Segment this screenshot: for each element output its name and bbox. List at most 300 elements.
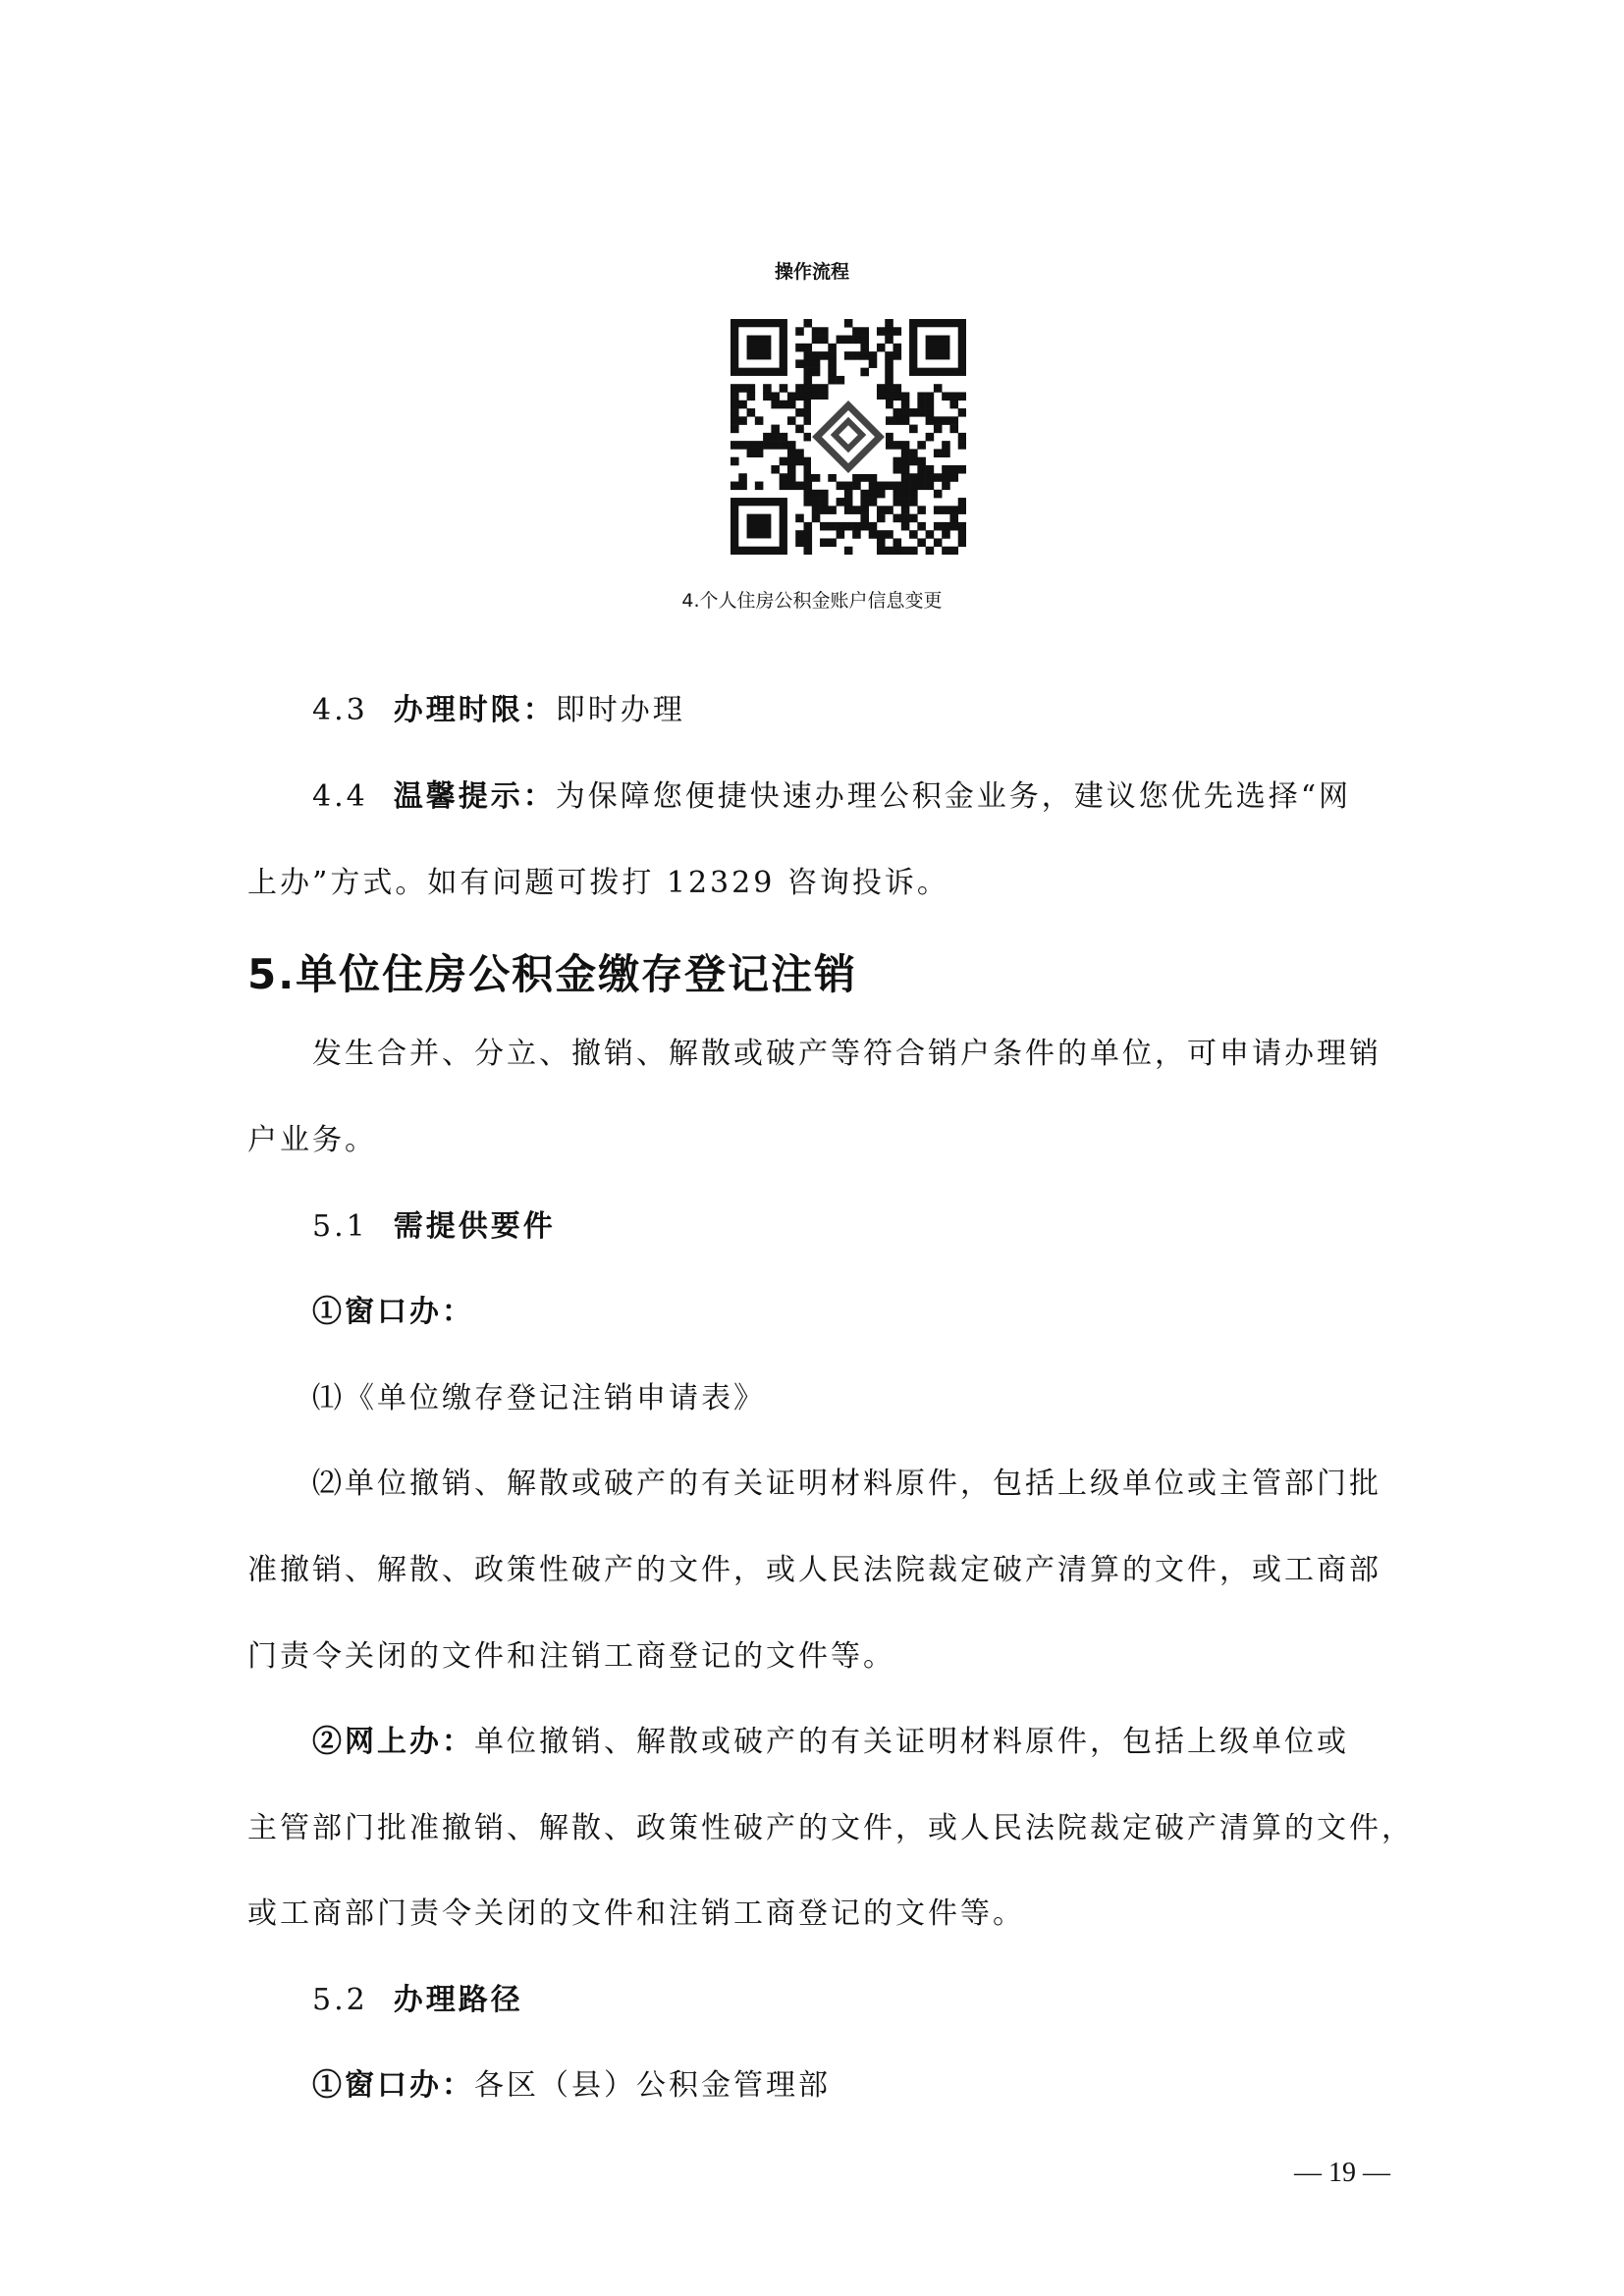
qr-module	[860, 327, 869, 336]
qr-module	[828, 351, 837, 360]
qr-module	[828, 359, 837, 368]
qr-module	[820, 522, 829, 531]
qr-module	[731, 408, 739, 417]
qr-module	[812, 392, 821, 400]
qr-module	[901, 400, 910, 409]
qr-module	[885, 547, 893, 555]
qr-module	[901, 392, 910, 400]
qr-module	[795, 392, 804, 400]
qr-module	[795, 449, 804, 457]
qr-module	[795, 344, 804, 352]
qr-module	[860, 490, 869, 499]
qr-module	[909, 498, 918, 507]
section-4-4-line2: 上办”方式。如有问题可拨打 12329 咨询投诉。	[247, 866, 949, 900]
qr-module	[844, 351, 853, 360]
qr-module	[852, 522, 861, 531]
qr-module	[820, 384, 829, 393]
qr-module	[877, 490, 886, 499]
qr-module	[787, 473, 796, 482]
qr-module	[837, 376, 845, 385]
qr-module	[885, 416, 893, 425]
qr-module	[755, 449, 764, 457]
qr-module	[787, 465, 796, 474]
qr-module	[893, 490, 902, 499]
qr-module	[844, 336, 853, 345]
qr-module	[803, 376, 812, 385]
qr-module	[958, 441, 966, 450]
qr-module	[877, 392, 886, 400]
qr-module	[949, 514, 958, 523]
qr-module	[885, 482, 893, 491]
qr-finder-inner	[747, 336, 772, 360]
qr-module	[901, 441, 910, 450]
qr-module	[795, 359, 804, 368]
qr-module	[837, 336, 845, 345]
qr-module	[844, 498, 853, 507]
qr-module	[958, 498, 966, 507]
qr-module	[837, 530, 845, 539]
qr-module	[958, 506, 966, 514]
section-4-4	[312, 775, 1351, 819]
qr-module	[820, 490, 829, 499]
qr-module	[926, 482, 935, 491]
qr-module	[893, 465, 902, 474]
qr-module	[828, 522, 837, 531]
qr-module	[917, 482, 926, 491]
list-item-1: ⑴《单位缴存登记注销申请表》	[312, 1381, 766, 1415]
qr-module	[901, 506, 910, 514]
qr-module	[844, 547, 853, 555]
qr-module	[909, 547, 918, 555]
qr-module	[877, 530, 886, 539]
section-5-intro-line1: 发生合并、分立、撤销、解散或破产等符合销户条件的单位，可申请办理销	[312, 1037, 1381, 1071]
qr-module	[795, 425, 804, 434]
qr-module	[852, 482, 861, 491]
qr-module	[755, 416, 764, 425]
qr-module	[747, 392, 756, 400]
qr-module	[885, 336, 893, 345]
qr-module	[860, 368, 869, 377]
qr-module	[877, 538, 886, 547]
qr-module	[942, 441, 950, 450]
list-item-2-line3: 门责令关闭的文件和注销工商登记的文件等。	[247, 1639, 895, 1674]
qr-module	[885, 384, 893, 393]
qr-module	[803, 547, 812, 555]
qr-module	[877, 344, 886, 352]
online-label: ②网上办：	[312, 1725, 474, 1759]
qr-module	[755, 482, 764, 491]
qr-module	[731, 400, 739, 409]
qr-module	[885, 441, 893, 450]
qr-module	[803, 351, 812, 360]
section-5-1	[312, 1205, 556, 1249]
qr-module	[837, 498, 845, 507]
qr-module	[787, 416, 796, 425]
section-5-heading: 5.单位住房公积金缴存登记注销	[247, 950, 858, 998]
qr-module	[885, 368, 893, 377]
qr-module	[926, 473, 935, 482]
qr-module	[869, 473, 878, 482]
qr-module	[949, 392, 958, 400]
qr-code-graphic	[731, 319, 966, 555]
qr-module	[787, 457, 796, 466]
section-label: 办理时限：	[393, 693, 556, 727]
qr-module	[958, 408, 966, 417]
qr-module	[795, 384, 804, 393]
qr-module	[755, 441, 764, 450]
qr-module	[942, 482, 950, 491]
qr-module	[942, 473, 950, 482]
qr-module	[893, 514, 902, 523]
section-label: 办理路径	[393, 1983, 523, 2017]
qr-module	[942, 530, 950, 539]
qr-module	[803, 368, 812, 377]
qr-module	[949, 547, 958, 555]
qr-module	[820, 392, 829, 400]
qr-module	[893, 416, 902, 425]
qr-module	[885, 359, 893, 368]
section-number: 4.4	[312, 779, 368, 814]
qr-module	[942, 416, 950, 425]
qr-module	[926, 408, 935, 417]
window-label: ①窗口办：	[312, 2068, 474, 2103]
qr-module	[926, 547, 935, 555]
qr-module	[780, 473, 788, 482]
qr-module	[893, 351, 902, 360]
qr-module	[901, 465, 910, 474]
qr-module	[877, 506, 886, 514]
qr-module	[958, 392, 966, 400]
qr-module	[901, 498, 910, 507]
qr-module	[934, 490, 943, 499]
qr-title: 操作流程	[774, 261, 849, 283]
qr-module	[787, 482, 796, 491]
qr-module	[780, 400, 788, 409]
qr-module	[803, 498, 812, 507]
qr-module	[795, 457, 804, 466]
qr-module	[909, 490, 918, 499]
qr-module	[893, 482, 902, 491]
qr-module	[942, 522, 950, 531]
qr-module	[869, 490, 878, 499]
qr-module	[787, 400, 796, 409]
qr-module	[780, 441, 788, 450]
qr-module	[844, 319, 853, 328]
qr-module	[901, 449, 910, 457]
window-text: 各区（县）公积金管理部	[474, 2068, 831, 2103]
qr-module	[747, 384, 756, 393]
qr-module	[771, 400, 780, 409]
qr-module	[795, 408, 804, 417]
online-paragraph-line3: 或工商部门责令关闭的文件和注销工商登记的文件等。	[247, 1896, 1025, 1931]
qr-module	[942, 506, 950, 514]
qr-module	[803, 465, 812, 474]
qr-module	[860, 336, 869, 345]
qr-module	[795, 327, 804, 336]
qr-module	[917, 408, 926, 417]
qr-module	[860, 514, 869, 523]
qr-module	[820, 327, 829, 336]
qr-module	[747, 408, 756, 417]
qr-module	[731, 425, 739, 434]
qr-module	[852, 506, 861, 514]
qr-module	[820, 498, 829, 507]
qr-module	[860, 506, 869, 514]
qr-module	[731, 416, 739, 425]
qr-module	[934, 473, 943, 482]
qr-module	[738, 416, 747, 425]
qr-module	[917, 506, 926, 514]
qr-module	[731, 392, 739, 400]
qr-module	[942, 392, 950, 400]
qr-module	[885, 327, 893, 336]
qr-module	[949, 473, 958, 482]
qr-module	[812, 327, 821, 336]
qr-module	[893, 498, 902, 507]
qr-module	[869, 482, 878, 491]
qr-module	[812, 384, 821, 393]
qr-module	[934, 416, 943, 425]
qr-module	[812, 359, 821, 368]
qr-module	[803, 530, 812, 539]
qr-module	[869, 498, 878, 507]
qr-caption: 4.个人住房公积金账户信息变更	[681, 590, 943, 612]
qr-module	[893, 538, 902, 547]
qr-module	[877, 384, 886, 393]
qr-module	[926, 530, 935, 539]
qr-module	[885, 351, 893, 360]
qr-module	[942, 465, 950, 474]
qr-module	[852, 327, 861, 336]
qr-module	[893, 408, 902, 417]
list-item-2-line2: 准撤销、解散、政策性破产的文件，或人民法院裁定破产清算的文件，或工商部	[247, 1553, 1381, 1587]
qr-module	[885, 392, 893, 400]
qr-module	[803, 490, 812, 499]
qr-module	[803, 359, 812, 368]
qr-module	[860, 498, 869, 507]
qr-module	[763, 384, 772, 393]
qr-module	[909, 408, 918, 417]
qr-module	[934, 506, 943, 514]
qr-module	[926, 433, 935, 442]
qr-module	[771, 392, 780, 400]
qr-module	[901, 457, 910, 466]
qr-module	[828, 506, 837, 514]
qr-module	[738, 441, 747, 450]
qr-module	[844, 506, 853, 514]
qr-module	[803, 400, 812, 409]
qr-module	[901, 514, 910, 523]
qr-module	[787, 449, 796, 457]
qr-module	[909, 482, 918, 491]
section-number: 5.2	[312, 1983, 368, 2017]
qr-module	[909, 449, 918, 457]
qr-module	[803, 457, 812, 466]
qr-module	[812, 498, 821, 507]
qr-module	[803, 416, 812, 425]
qr-module	[901, 522, 910, 531]
qr-module	[837, 522, 845, 531]
qr-module	[820, 351, 829, 360]
qr-module	[917, 522, 926, 531]
qr-module	[795, 538, 804, 547]
qr-module	[860, 522, 869, 531]
qr-module	[812, 351, 821, 360]
online-paragraph-line1	[312, 1721, 1349, 1764]
qr-module	[852, 530, 861, 539]
qr-module	[812, 506, 821, 514]
qr-module	[812, 514, 821, 523]
online-text: 单位撤销、解散或破产的有关证明材料原件，包括上级单位或	[474, 1725, 1349, 1759]
qr-module	[738, 384, 747, 393]
qr-module	[844, 490, 853, 499]
qr-module	[869, 522, 878, 531]
qr-module	[803, 482, 812, 491]
qr-module	[958, 465, 966, 474]
qr-module	[837, 482, 845, 491]
qr-module	[893, 327, 902, 336]
qr-module	[934, 538, 943, 547]
qr-module	[949, 522, 958, 531]
qr-module	[771, 441, 780, 450]
qr-module	[885, 319, 893, 328]
qr-module	[803, 538, 812, 547]
qr-module	[860, 351, 869, 360]
qr-module	[877, 514, 886, 523]
qr-module	[893, 441, 902, 450]
qr-module	[949, 416, 958, 425]
qr-module	[926, 416, 935, 425]
qr-module	[901, 473, 910, 482]
qr-module	[958, 522, 966, 531]
qr-module	[780, 433, 788, 442]
route-window	[312, 2064, 831, 2108]
qr-module	[828, 473, 837, 482]
qr-module	[828, 344, 837, 352]
qr-module	[803, 392, 812, 400]
qr-module	[787, 392, 796, 400]
qr-module	[828, 368, 837, 377]
qr-module	[738, 400, 747, 409]
qr-module	[917, 441, 926, 450]
qr-module	[803, 408, 812, 417]
section-number: 5.1	[312, 1209, 368, 1244]
section-4-3	[312, 689, 685, 732]
qr-module	[844, 482, 853, 491]
qr-module	[869, 351, 878, 360]
qr-module	[803, 473, 812, 482]
qr-module	[795, 530, 804, 539]
qr-module	[958, 433, 966, 442]
qr-module	[731, 384, 739, 393]
qr-module	[763, 433, 772, 442]
qr-module	[901, 482, 910, 491]
qr-module	[780, 482, 788, 491]
qr-module	[885, 433, 893, 442]
section-number: 4.3	[312, 693, 368, 727]
qr-module	[926, 465, 935, 474]
qr-module	[909, 514, 918, 523]
qr-module	[795, 514, 804, 523]
qr-module	[780, 457, 788, 466]
section-5-intro-line2: 户业务。	[247, 1123, 377, 1157]
qr-module	[780, 384, 788, 393]
qr-module	[738, 473, 747, 482]
qr-module	[893, 344, 902, 352]
qr-code-image	[731, 319, 966, 555]
qr-module	[893, 547, 902, 555]
qr-module	[771, 465, 780, 474]
qr-module	[820, 336, 829, 345]
qr-module	[787, 441, 796, 450]
qr-module	[917, 465, 926, 474]
qr-module	[771, 433, 780, 442]
qr-module	[852, 473, 861, 482]
qr-module	[828, 376, 837, 385]
qr-module	[942, 449, 950, 457]
qr-module	[820, 538, 829, 547]
qr-module	[877, 547, 886, 555]
qr-module	[795, 482, 804, 491]
qr-module	[877, 327, 886, 336]
qr-module	[803, 319, 812, 328]
qr-module	[844, 522, 853, 531]
qr-module	[803, 384, 812, 393]
qr-module	[909, 457, 918, 466]
qr-module	[909, 425, 918, 434]
qr-module	[812, 490, 821, 499]
qr-module	[917, 457, 926, 466]
qr-module	[747, 441, 756, 450]
qr-module	[877, 482, 886, 491]
qr-module	[763, 392, 772, 400]
section-label: 温馨提示：	[393, 779, 556, 814]
qr-module	[803, 433, 812, 442]
qr-module	[820, 506, 829, 514]
qr-module	[852, 336, 861, 345]
qr-module	[885, 400, 893, 409]
qr-module	[934, 522, 943, 531]
qr-module	[731, 457, 739, 466]
qr-module	[934, 425, 943, 434]
qr-module	[909, 530, 918, 539]
qr-module	[949, 465, 958, 474]
qr-finder-inner	[926, 336, 950, 360]
qr-module	[893, 457, 902, 466]
qr-module	[958, 530, 966, 539]
qr-module	[901, 490, 910, 499]
page-number: — 19 —	[1294, 2158, 1390, 2188]
qr-module	[803, 522, 812, 531]
qr-module	[901, 547, 910, 555]
qr-finder-inner	[747, 514, 772, 539]
qr-module	[885, 376, 893, 385]
qr-module	[869, 530, 878, 539]
qr-module	[885, 506, 893, 514]
qr-module	[958, 538, 966, 547]
qr-module	[917, 392, 926, 400]
qr-module	[893, 384, 902, 393]
qr-module	[738, 482, 747, 491]
section-text: 即时办理	[555, 693, 685, 727]
qr-module	[763, 441, 772, 450]
qr-module	[901, 416, 910, 425]
qr-module	[901, 408, 910, 417]
qr-module	[860, 473, 869, 482]
qr-module	[949, 425, 958, 434]
qr-module	[926, 400, 935, 409]
qr-module	[803, 344, 812, 352]
